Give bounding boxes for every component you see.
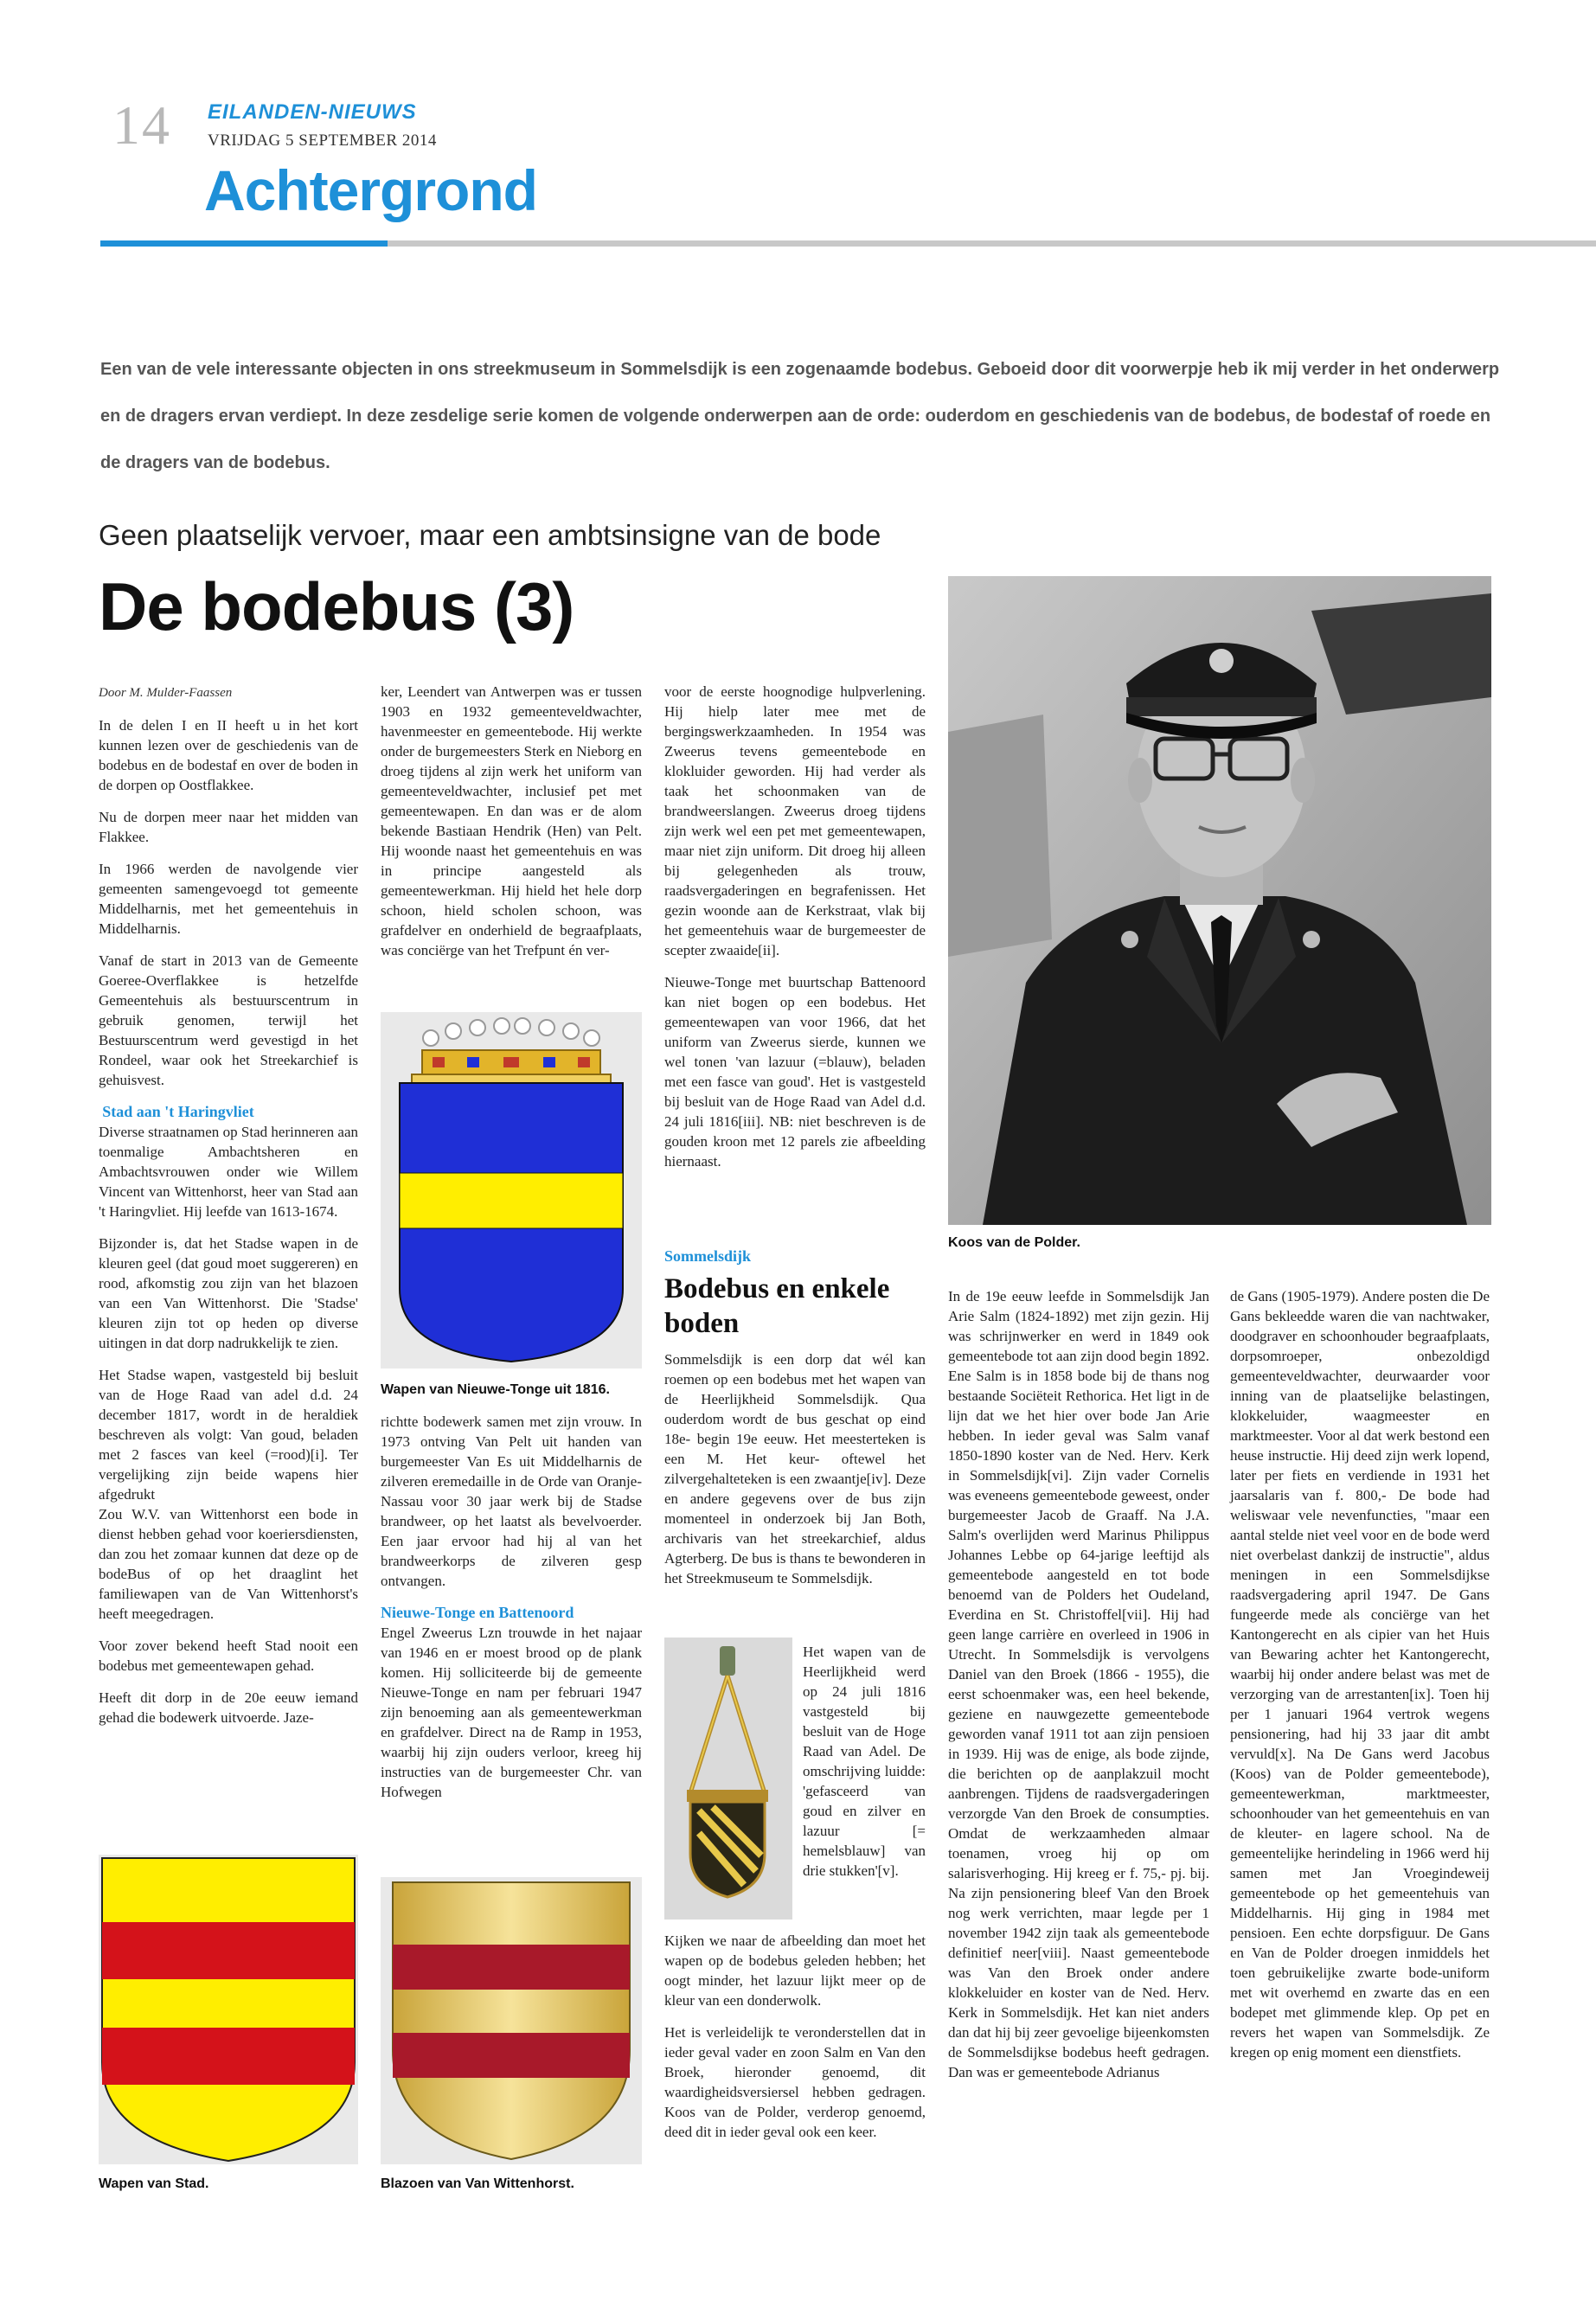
paragraph: voor de eerste hoognodige hulpverlening. Hij hielp later mee met de bergingswerkzaamheden. In 1954 was Zweerus tevens gemeentebode en klokluider geworden. Hij had verder als taak het schoonmaken van de brandweerslangen. Zweerus droeg tijdens zijn werk wel een pet met gemeentewapen, maar niet zijn uniform. Dit droeg hij alleen bij gelegenheden als trouw, raadsvergaderingen en begrafenissen. Het gezin woonde aan de Kerkstraat, vlak bij het gemeentehuis waar de burgemeester de scepter zwaaide[ii]. [664,683,926,958]
article-column-1 [99,683,358,1740]
sommelsdijk-subheading: Bodebus en enkele boden [664,1273,890,1339]
paragraph: Diverse straatnamen op Stad herinneren aan toenmalige Ambachtsheren en Ambachtsvrouwen onder wie Willem Vincent van Wittenhorst, heer van Stad aan 't Haringvliet. Hij leefde van 1613-1674. [99,1124,358,1220]
article-kicker: Geen plaatselijk vervoer, maar een ambtsinsigne van de bode [99,519,881,551]
paragraph: Voor zover bekend heeft Stad nooit een bodebus met gemeentewapen gehad. [99,1638,358,1674]
article-column-2 [381,682,642,972]
article-column-2-continued [381,1412,642,1814]
article-column-3 [664,682,926,1183]
paragraph: de Gans (1905-1979). Andere posten die De Gans bekleedde waren die van nachtwaker, doodgraver en schoonhouder begraafplaats, dorpsomroeper, onbezoldigd gemeenteveldwachter, deurwaarder voor inning van de plaatselijke belastingen, klokkeluider, waagmeester en marktmeester. Voor al dat werk bestond een heuse instructie. Hij deed zijn werk lopend, later per fiets en verdiende in 1931 het jaarsalaris van f. 800,- De bode had weliswaar vele nevenfuncties, "maar een aantal stelde niet veel voor en de bode werd niet overbelast dankzij de instructie", aldus meningen in een Sommelsdijkse raadsvergadering april 1947. De Gans fungeerde mede als conciërge van het Kantongerecht en als cipier van het Huis van Bewaring achter het Kantongerecht, waarbij hij onder andere belast was met de verzorging van de arrestanten[ix]. Toen hij per 1 januari 1964 vertrok wegens pensionering, had hij 33 jaar dit ambt vervuld[x]. Na De Gans werd Jacobus (Koos) van de Polder gemeentebode), gemeentewerkman, marktmeester, schoonhouder van het gemeentehuis en van de kleuter- en lagere school. Na de gemeentelijke herindeling in 1966 werd hij samen met Jan Vroegindeweij gemeentebode op het gemeentehuis van Middelharnis. Hij ging in 1984 met pensioen. Een echte dorpsfiguur. De Gans en Van de Polder droegen inmiddels het toen gebruikelijke zwarte bode-uniform met wit overhemd en zwarte das en een bodepet met glimmende klep. Op pet en revers het wapen van Sommelsdijk. Ze kregen op enig moment een dienstfiets. [1230,1288,1490,2061]
paragraph: Het is verleidelijk te veronderstellen dat in ieder geval vader en zoon Salm en Van den Broek, hieronder genoemd, dit waardigheidsversiersel hebben gedragen. Koos van de Polder, verderop genoemd, deed dit in ieder geval ook een keer. [664,2024,926,2140]
paragraph: Heeft dit dorp in de 20e eeuw iemand gehad die bodewerk uitvoerde. Jaze- [99,1689,358,1726]
paragraph: Sommelsdijk is een dorp dat wél kan roemen op een bodebus met het wapen van de Heerlijkheid Sommelsdijk. Qua ouderdom wordt de bus geschat op eind 18e- begin 19e eeuw. Het meesterteken is een M. Het keur- oftewel het zilvergehalteteken is een zwaantje[iv]. Deze en andere gegevens over de bus zijn momenteel in onderzoek bij Jan Both, archivaris van het streekarchief, aldus Agterberg. De bus is thans te bewonderen in het Streekmuseum te Sommelsdijk. [664,1351,926,1586]
photo-koos-van-de-polder [948,576,1491,1225]
section-title: Achtergrond [204,158,537,222]
caption-wittenhorst: Blazoen van Van Wittenhorst. [381,2176,574,2191]
header-rule-accent [100,240,388,247]
intro-paragraph: Een van de vele interessante objecten in ons streekmuseum in Sommelsdijk is een zogenaamde bodebus. Geboeid door dit voorwerpje heb ik mij verder in het onderwerp en de dragers ervan verdiept. In deze zesdelige serie komen de volgende onderwerpen aan de orde: ouderdom en geschiedenis van de bodebus, de bodestaf of roede en de dragers van de bodebus. [100,360,1500,472]
paragraph: Het wapen van de Heerlijkheid werd op 24 juli 1816 vastgesteld bij besluit van de Hoge Raad van Adel. De omschrijving luidde: 'gefasceerd van goud en zilver en lazuur [= hemelsblauw] van drie stukken'[v]. [803,1644,926,1879]
paragraph: richtte bodewerk samen met zijn vrouw. In 1973 ontving Van Pelt uit handen van burgemeester Van Es uit Middelharnis de zilveren eremedaille in de Orde van Oranje-Nassau voor 30 jaar werk bij de Stadse brandweer, op het laatst als bevelvoerder. Een jaar ervoor had hij al van het brandweerkorps de zilveren gesp ontvangen. [381,1413,642,1589]
paragraph: Nieuwe-Tonge met buurtschap Battenoord kan niet bogen op een bodebus. Het gemeentewapen van voor 1966, dat het uniform van Zweerus sierde, kunnen we wel tonen 'van lazuur (=blauw), beladen met een fasce van goud'. Het is vastgesteld bij besluit van de Hoge Raad van Adel d.d. 24 juli 1816[iii]. NB: niet beschreven is de gouden kroon met 12 parels zie afbeelding hiernaast. [664,974,926,1170]
article-column-3-inset [803,1642,926,1893]
paragraph: Zou W.V. van Wittenhorst een bode in dienst hebben gehad voor koeriersdiensten, dan zou het zomaar kunnen dat deze op de bodeBus of op het draaglint het familiewapen van de Van Wittenhorst's heeft meegedragen. [99,1506,358,1622]
paragraph: Nu de dorpen meer naar het midden van Flakkee. [99,809,358,845]
page-number: 14 [112,94,171,156]
subheading [99,1102,358,1122]
caption-photo: Koos van de Polder. [948,1235,1080,1250]
article-column-5 [1230,1286,1490,2074]
paragraph: Engel Zweerus Lzn trouwde in het najaar van 1946 en er moest brood op de plank komen. Hij solliciteerde bij de gemeente Nieuwe-Tonge en nam per februari 1947 zijn benoeming aan als gemeentewerkman en grafdelver. Direct na de Ramp in 1953, waarbij hij zijn ouders verloor, kreeg hij instructies van de burgemeester Chr. van Hofwegen [381,1625,642,1800]
paragraph: Bijzonder is, dat het Stadse wapen in de kleuren geel (dat goud moet suggereren) en rood, afkomstig zou zijn van het blazoen van een Van Wittenhorst. Die 'Stadse' kleuren zijn tot op heden op diverse uitingen in dat dorp nadrukkelijk te zien. [99,1235,358,1351]
issue-date: VRIJDAG 5 SEPTEMBER 2014 [208,131,437,150]
article-column-4 [948,1286,1209,2094]
paragraph: In 1966 werden de navolgende vier gemeenten samengevoegd tot gemeente Middelharnis, met het gemeentehuis in Middelharnis. [99,861,358,937]
gold-crown-icon [412,1018,611,1083]
coat-of-arms-wittenhorst [381,1877,642,2164]
wittenhorst-blazon-image [381,1877,642,2164]
subheading-text: Nieuwe-Tonge en Battenoord [381,1604,574,1621]
paragraph: Het Stadse wapen, vastgesteld bij besluit van de Hoge Raad van adel d.d. 24 december 1817, wordt in de heraldiek beschreven als volgt: Van goud, beladen met 2 fasces van keel (=rood)[i]. Ter vergelijking zijn beide wapens hier afgedrukt [99,1367,358,1503]
paragraph: Kijken we naar de afbeelding dan moet het wapen op de bodebus geleden hebben; het oogt minder, het lazuur lijkt meer op de kleur van een donderwolk. [664,1932,926,2009]
subheading [381,1603,642,1623]
article-headline: De bodebus (3) [99,568,574,644]
bodebus-image [664,1638,792,1920]
article-column-3-bottom [664,1931,926,2154]
subheading-text: Stad aan 't Haringvliet [102,1103,254,1120]
paragraph: In de delen I en II heeft u in het kort kunnen lezen over de geschiedenis van de bodebus en de bodestaf en over de boden in de dorpen op Oostflakkee. [99,717,358,793]
paragraph: In de 19e eeuw leefde in Sommelsdijk Jan Arie Salm (1824-1892) met zijn gezin. Hij was schrijnwerker en werd in 1849 ook gemeentebode tot aan zijn dood begin 1892. Ene Salm is in 1858 bode bij de thans nog bestaande Sociëteit Rethorica. Het ligt in de lijn dat we het hier over bode Jan Arie hebben. In ieder geval was Salm vanaf 1850-1890 koster van de Ned. Herv. Kerk in Sommelsdijk[vi]. Zijn vader Cornelis was eveneens gemeentebode geweest, onder burgemeester Jacob de Graaff. Na J.A. Salm's overlijden werd Marinus Philippus Johannes Lebbe op 64-jarige leeftijd als gemeentebode aangesteld en tot bode benoemd van de Polders het Oudeland, Everdina en St. Christoffel[vii]. Hij had geen lange carrière en overleed in 1906 in Utrecht. In Sommelsdijk is vervolgens Daniel van den Broek (1866 - 1955), die eerst schoenmaker was, een heel bekende, geziene en nauwgezette gemeentebode geworden vanaf 1911 tot aan zijn pensioen in 1939. Hij was de enige, als bode zijnde, die berichten op de aanplakzuil mocht aanbrengen. Tijdens de raadsvergaderingen verzorgde Van den Broek de consumpties. Omdat de werkzaamheden almaar toenamen, vroeg hij op om salarisverhoging. Hij kreeg er f. 75,- pj. bij. Na zijn pensionering bleef Van den Broek nog werk verrichten, maar legde per 1 november 1942 zijn taak als gemeentebode definitief neer[viii]. Naast gemeentebode was Van den Broek onder andere klokkeluider en koster van de Ned. Herv. Kerk in Sommelsdijk. Het kan niet anders dan dat hij bij zeer gevoelige bijeenkomsten de Sommelsdijkse bodebus heeft gedragen. Dan was er gemeentebode Adrianus [948,1288,1209,2080]
nieuwe-tonge-coat-of-arms-image [381,1012,642,1368]
caption-nieuwe-tonge: Wapen van Nieuwe-Tonge uit 1816. [381,1382,610,1397]
coat-of-arms-nieuwe-tonge [381,1012,642,1368]
byline: Door M. Mulder-Faassen [99,686,233,700]
article-column-3-continued [664,1349,926,1600]
sommelsdijk-label: Sommelsdijk [664,1247,752,1265]
bodebus-badge-icon [664,1638,792,1920]
paragraph: Vanaf de start in 2013 van de Gemeente Goeree-Overflakkee is hetzelfde Gemeentehuis als bestuurscentrum in gebruik genomen, terwijl het Bestuurscentrum werd gevestigd in het Rondeel, waar ook het Streekarchief is gehuisvest. [99,952,358,1088]
stad-coat-of-arms-image [99,1855,358,2164]
paragraph: ker, Leendert van Antwerpen was er tussen 1903 en 1932 gemeenteveldwachter, havenmeester en gemeentebode. Hij werkte onder de burgemeesters Sterk en Nieborg en droeg tijdens al zijn werk het uniform van gemeenteveldwachter, inclusief pet met gemeentewapen. En dan was er de alom bekende Bastiaan Hendrik (Hen) van Pelt. Hij woonde naast het gemeentehuis en was in principe aangesteld als gemeentewerkman. Hij hield het hele dorp schoon, hield scholen schoon, was grafdelver en onderhield de begraafplaats, was conciërge van het Trefpunt én ver- [381,683,642,958]
newspaper-name: EILANDEN-NIEUWS [208,100,417,124]
coat-of-arms-stad [99,1855,358,2164]
portrait-photo [948,576,1491,1225]
caption-stad: Wapen van Stad. [99,2176,209,2191]
